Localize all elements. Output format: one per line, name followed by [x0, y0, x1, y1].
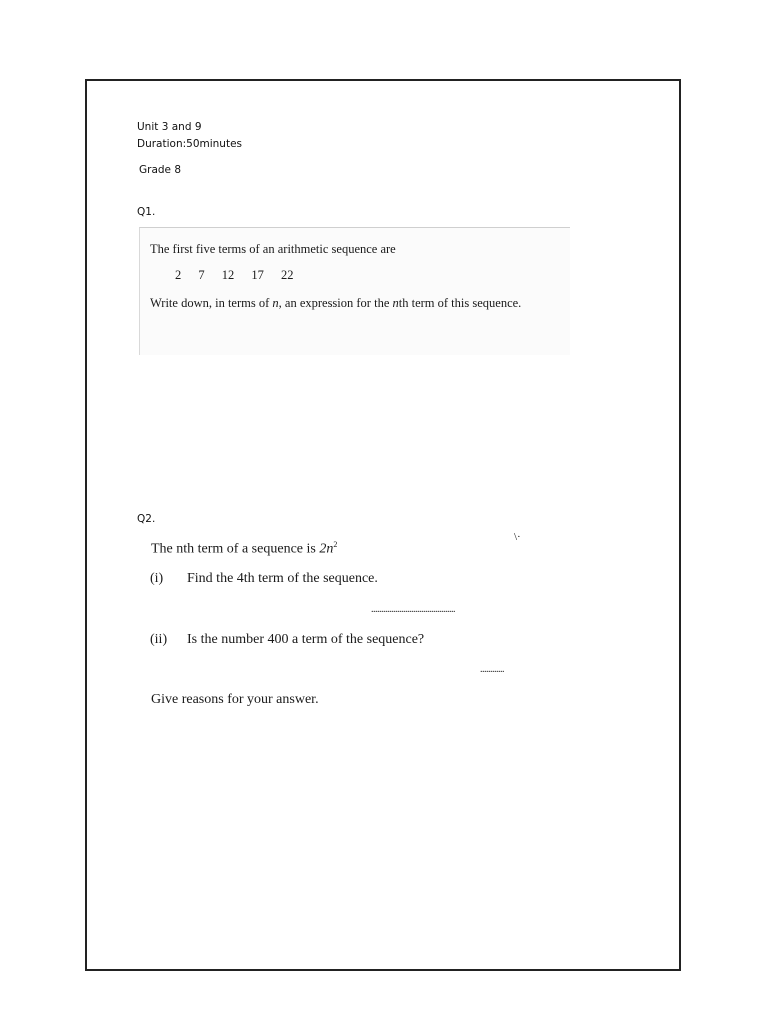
q2-part-i-answer-line[interactable]: ..........................................	[371, 604, 455, 615]
q1-term: 17	[251, 268, 264, 282]
grade-text: Grade 8	[139, 164, 182, 176]
q1-terms	[175, 268, 308, 283]
q1-label: Q1.	[137, 206, 156, 218]
q2-part-i: (i) Find the 4th term of the sequence.	[150, 571, 378, 586]
q2-label: Q2.	[137, 513, 156, 525]
page-border	[85, 79, 681, 971]
q1-question-box	[139, 227, 570, 355]
unit-text: Unit 3 and 9	[137, 121, 202, 133]
stray-mark: \·	[514, 531, 521, 543]
q1-term: 22	[281, 268, 294, 282]
q1-term: 7	[198, 268, 205, 282]
q2-part-ii: (ii) Is the number 400 a term of the sequence?	[150, 632, 425, 647]
duration-text: Duration:50minutes	[137, 138, 243, 150]
q1-intro: The first five terms of an arithmetic sequence are	[150, 242, 396, 256]
q1-term: 12	[221, 268, 235, 282]
q1-term: 2	[175, 268, 182, 282]
q1-instruction: Write down, in terms of n, an expression for the nth term of this sequence.	[150, 296, 522, 310]
q2-stem: The nth term of a sequence is $2n^2$	[151, 540, 338, 557]
q2-reasons: Give reasons for your answer.	[151, 692, 319, 707]
q2-part-ii-answer-line[interactable]: ............	[480, 664, 504, 675]
